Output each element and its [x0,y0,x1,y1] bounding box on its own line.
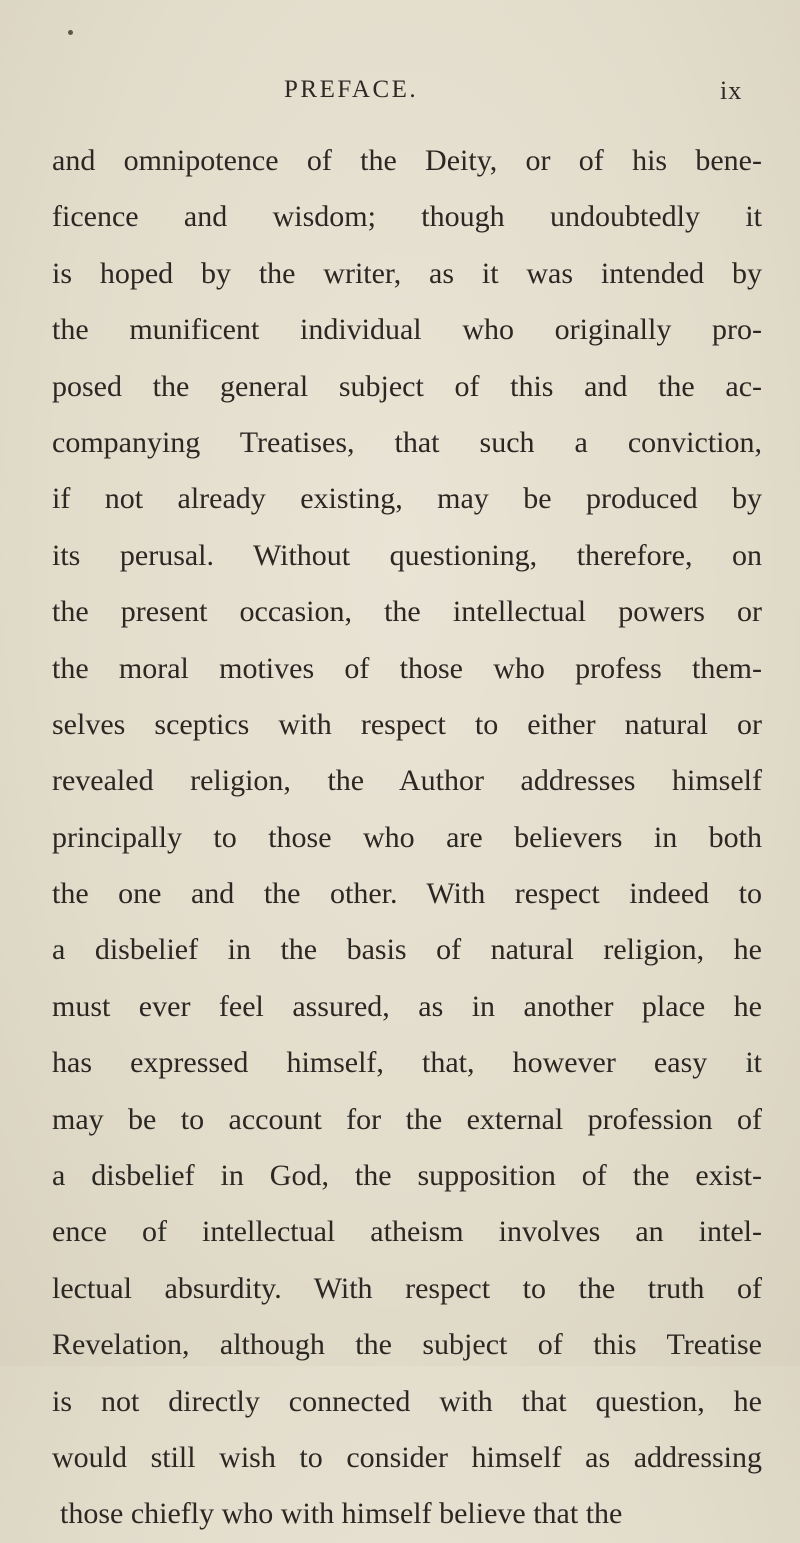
text-line: is not directly connected with that question, he [52,1384,762,1418]
text-line: the one and the other. With respect indeed to [52,877,762,911]
text-line: selves sceptics with respect to either natural or [52,707,762,741]
text-line: and omnipotence of the Deity, or of his bene- [52,144,762,177]
ink-speck [68,30,73,35]
text-line: lectual absurdity. With respect to the truth of [52,1271,762,1305]
text-line: Revelation, although the subject of this Treatise [52,1328,762,1362]
text-line: those chiefly who with himself believe that the [60,1497,623,1531]
text-line: must ever feel assured, as in another place he [52,989,762,1023]
text-line: a disbelief in the basis of natural religion, he [52,933,762,967]
text-line: companying Treatises, that such a conviction, [52,425,762,459]
text-line: posed the general subject of this and the ac- [52,369,762,403]
running-title: PREFACE. [284,76,419,103]
text-line: ence of intellectual atheism involves an intel- [52,1215,762,1249]
text-line: if not already existing, may be produced by [52,482,762,516]
text-line: has expressed himself, that, however easy it [52,1046,762,1080]
text-line: its perusal. Without questioning, therefore, on [52,538,762,572]
text-line: ficence and wisdom; though undoubtedly it [52,200,762,234]
text-line: the munificent individual who originally pro- [52,313,762,347]
text-line: the present occasion, the intellectual powers or [52,595,762,629]
page-number: ix [720,76,743,105]
text-line: is hoped by the writer, as it was intended by [52,256,762,290]
running-head [0,76,800,116]
text-line: revealed religion, the Author addresses himself [52,764,762,798]
body-text [52,133,762,1543]
text-line: principally to those who are believers in both [52,820,762,854]
text-line: a disbelief in God, the supposition of the exist- [52,1159,762,1193]
text-line: would still wish to consider himself as addressing [52,1440,762,1474]
text-line: may be to account for the external profession of [52,1102,762,1136]
text-line: the moral motives of those who profess them- [52,651,762,685]
